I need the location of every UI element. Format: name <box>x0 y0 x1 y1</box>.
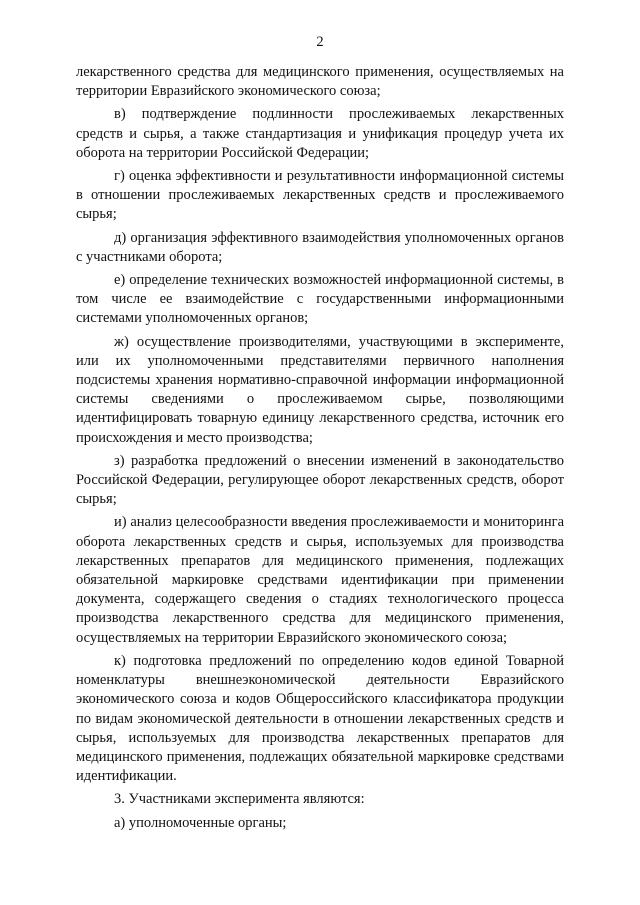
paragraph-item-g: г) оценка эффективности и результативности информационной системы в отношении прослеживаемых лекарственных средств и прослеживаемого сырья; <box>76 168 564 223</box>
document-body <box>76 63 564 833</box>
paragraph-item-d: д) организация эффективного взаимодействия уполномоченных органов с участниками оборота; <box>76 229 564 265</box>
paragraph-continuation: лекарственного средства для медицинского применения, осуществляемых на территории Евразийского экономического союза; <box>76 64 564 100</box>
paragraph-item-z: з) разработка предложений о внесении изменений в законодательство Российской Федерации, регулирующее оборот лекарственных средств, оборот сырья; <box>76 452 564 508</box>
paragraph-item-v: в) подтверждение подлинности прослеживаемых лекарственных средств и сырья, а также стандартизация и унификация процедур учета их оборота на территории Российской Федерации; <box>76 106 564 161</box>
paragraph-item-k: к) подготовка предложений по определению кодов единой Товарной номенклатуры внешнеэкономической деятельности Евразийского экономического союза и кодов Общероссийского классификатора продукции по видам экономической деятельности в отношении лекарственных средств и сырья, используемых для производства лекарственных препаратов для медицинского применения, подлежащих обязательной маркировке средствами идентификации. <box>76 652 564 785</box>
paragraph-item-a: а) уполномоченные органы; <box>114 814 287 831</box>
paragraph-item-e: е) определение технических возможностей информационной системы, в том числе ее взаимодействие с государственными информационными системами уполномоченных органов; <box>76 272 564 327</box>
paragraph-item-zh: ж) осуществление производителями, участвующими в эксперименте, или их уполномоченными представителями первичного наполнения подсистемы хранения нормативно-справочной информации информационной системы сведениями о прослеживаемом сырье, позволяющими идентифицировать товарную единицу лекарственного средства, источник его происхождения и место производства; <box>76 333 564 446</box>
paragraph-item-i: и) анализ целесообразности введения прослеживаемости и мониторинга оборота лекарственных средств и сырья, используемых для производства лекарственных препаратов для медицинского применения, подлежащих обязательной маркировке средствами идентификации при применении документа, содержащего сведения о стадиях технологического процесса производства лекарственного средства для медицинского применения, осуществляемых на территории Евразийского экономического союза; <box>76 514 564 646</box>
page-number: 2 <box>316 34 324 50</box>
paragraph-section-3: 3. Участниками эксперимента являются: <box>114 791 365 808</box>
